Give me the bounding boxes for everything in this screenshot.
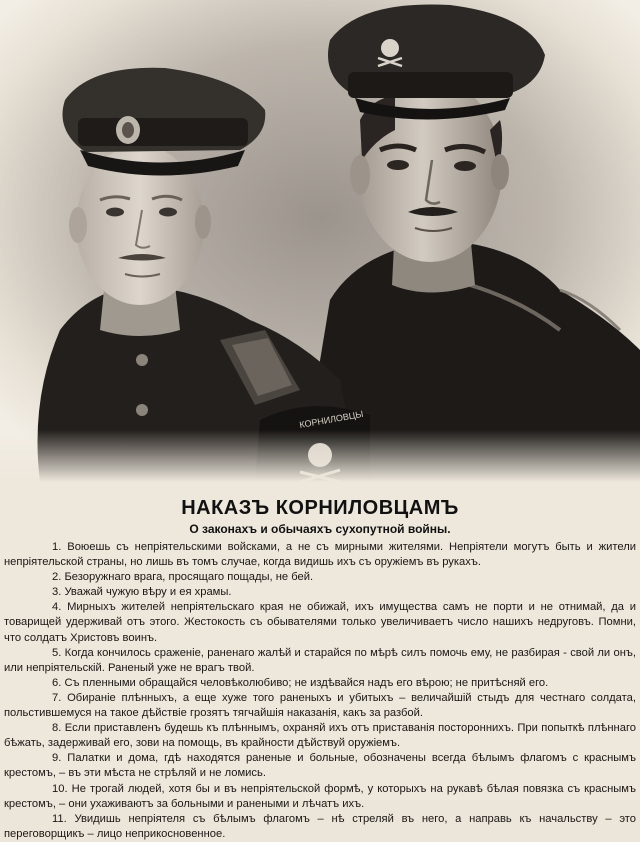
skull-badge-icon — [381, 39, 399, 57]
rule-number: 10. — [52, 782, 68, 795]
rule-item — [4, 812, 636, 842]
rule-item — [4, 585, 636, 600]
document-title: НАКАЗЪ КОРНИЛОВЦАМЪ — [181, 497, 459, 519]
rule-text: Палатки и дома, гдѣ находятся раненые и больные, обозначены всегда бѣлымъ флагомъ с краснымъ крестомъ, – въ эти мѣста не стрѣляй и не ломись. — [4, 752, 636, 780]
rule-number: 4. — [52, 601, 62, 614]
rule-item — [4, 721, 636, 751]
order-text-block — [0, 482, 640, 840]
rule-item — [4, 676, 636, 691]
document-subtitle: О законахъ и обычаяхъ сухопутной войны. — [189, 522, 451, 536]
rule-item — [4, 540, 636, 570]
rule-text: Безоружнаго врага, просящаго пощады, не бей. — [64, 571, 314, 584]
rule-number: 5. — [52, 646, 62, 659]
rule-number: 1. — [52, 541, 62, 553]
rule-number: 7. — [52, 691, 62, 704]
rule-item — [4, 782, 636, 812]
rule-item — [4, 646, 636, 676]
rule-text: Мирныхъ жителей непріятельскаго края не обижай, ихъ имущества самъ не порти и не отнимай, да и товарищей удерживай отъ этого. Жестокость съ обывателями только увеличиваетъ число нашихъ недруговъ. Помни, что солдатъ Христовъ воинъ. — [4, 601, 637, 644]
rule-item — [4, 751, 636, 781]
rule-number: 3. — [52, 586, 62, 599]
rule-number: 2. — [52, 571, 62, 584]
rule-number: 6. — [52, 676, 62, 689]
rule-text: Съ пленными обращайся человѣколюбиво; не издѣвайся надъ его вѣрою; не притѣсняй его. — [64, 676, 549, 689]
rule-item — [4, 691, 636, 721]
rule-text: Если приставленъ будешь къ плѣннымъ, охраняй ихъ отъ приставанія постороннихъ. При попыткѣ плѣннаго бѣжать, задерживай его, зови на помощь, въ крайности дѣйствуй оружіемъ. — [4, 722, 636, 750]
rule-number: 11. — [52, 812, 67, 825]
rule-number: 8. — [52, 722, 62, 735]
rule-text: Уважай чужую вѣру и ея храмы. — [64, 586, 232, 599]
rule-number: 9. — [52, 752, 62, 765]
sleeve-patch-text: КОРНИЛОВЦЫ — [298, 408, 365, 430]
rule-item — [4, 570, 636, 585]
rule-text: Увидишь непріятеля съ бѣлымъ флагомъ – нѣ стреляй въ него, а направь къ начальству – это переговорщикъ – лицо неприкосновенное. — [4, 812, 637, 840]
rules-list — [4, 540, 636, 842]
rule-item — [4, 600, 636, 645]
rule-text: Воюешь съ непріятельскими войсками, а не съ мирными жителями. Непріятели могутъ быть и жители непріятельской страны, но лишь въ томъ случае, когда видишь ихъ съ оружіемъ въ рукахъ. — [4, 541, 636, 569]
rule-text: Не трогай людей, хотя бы и въ непріятельской формѣ, у которыхъ на рукавѣ бѣлая повязка съ краснымъ крестомъ, – они ухаживаютъ за больными и ранеными и лѣчатъ ихъ. — [4, 782, 636, 810]
rule-text: Обираніе плѣнныхъ, а еще хуже того раненыхъ и убитыхъ – величайшій стыдъ для честнаго солдата, польстившемуся на такое дѣйствіе грозятъ тягчайшія наказанія, какъ за разбой. — [4, 691, 636, 720]
rule-text: Когда кончилось сраженіе, раненаго жалѣй и старайся по мѣрѣ силъ помочь ему, не разбирая - свой ли онъ, или непріятельскій. Раненый уже не врагъ твой. — [4, 646, 637, 674]
